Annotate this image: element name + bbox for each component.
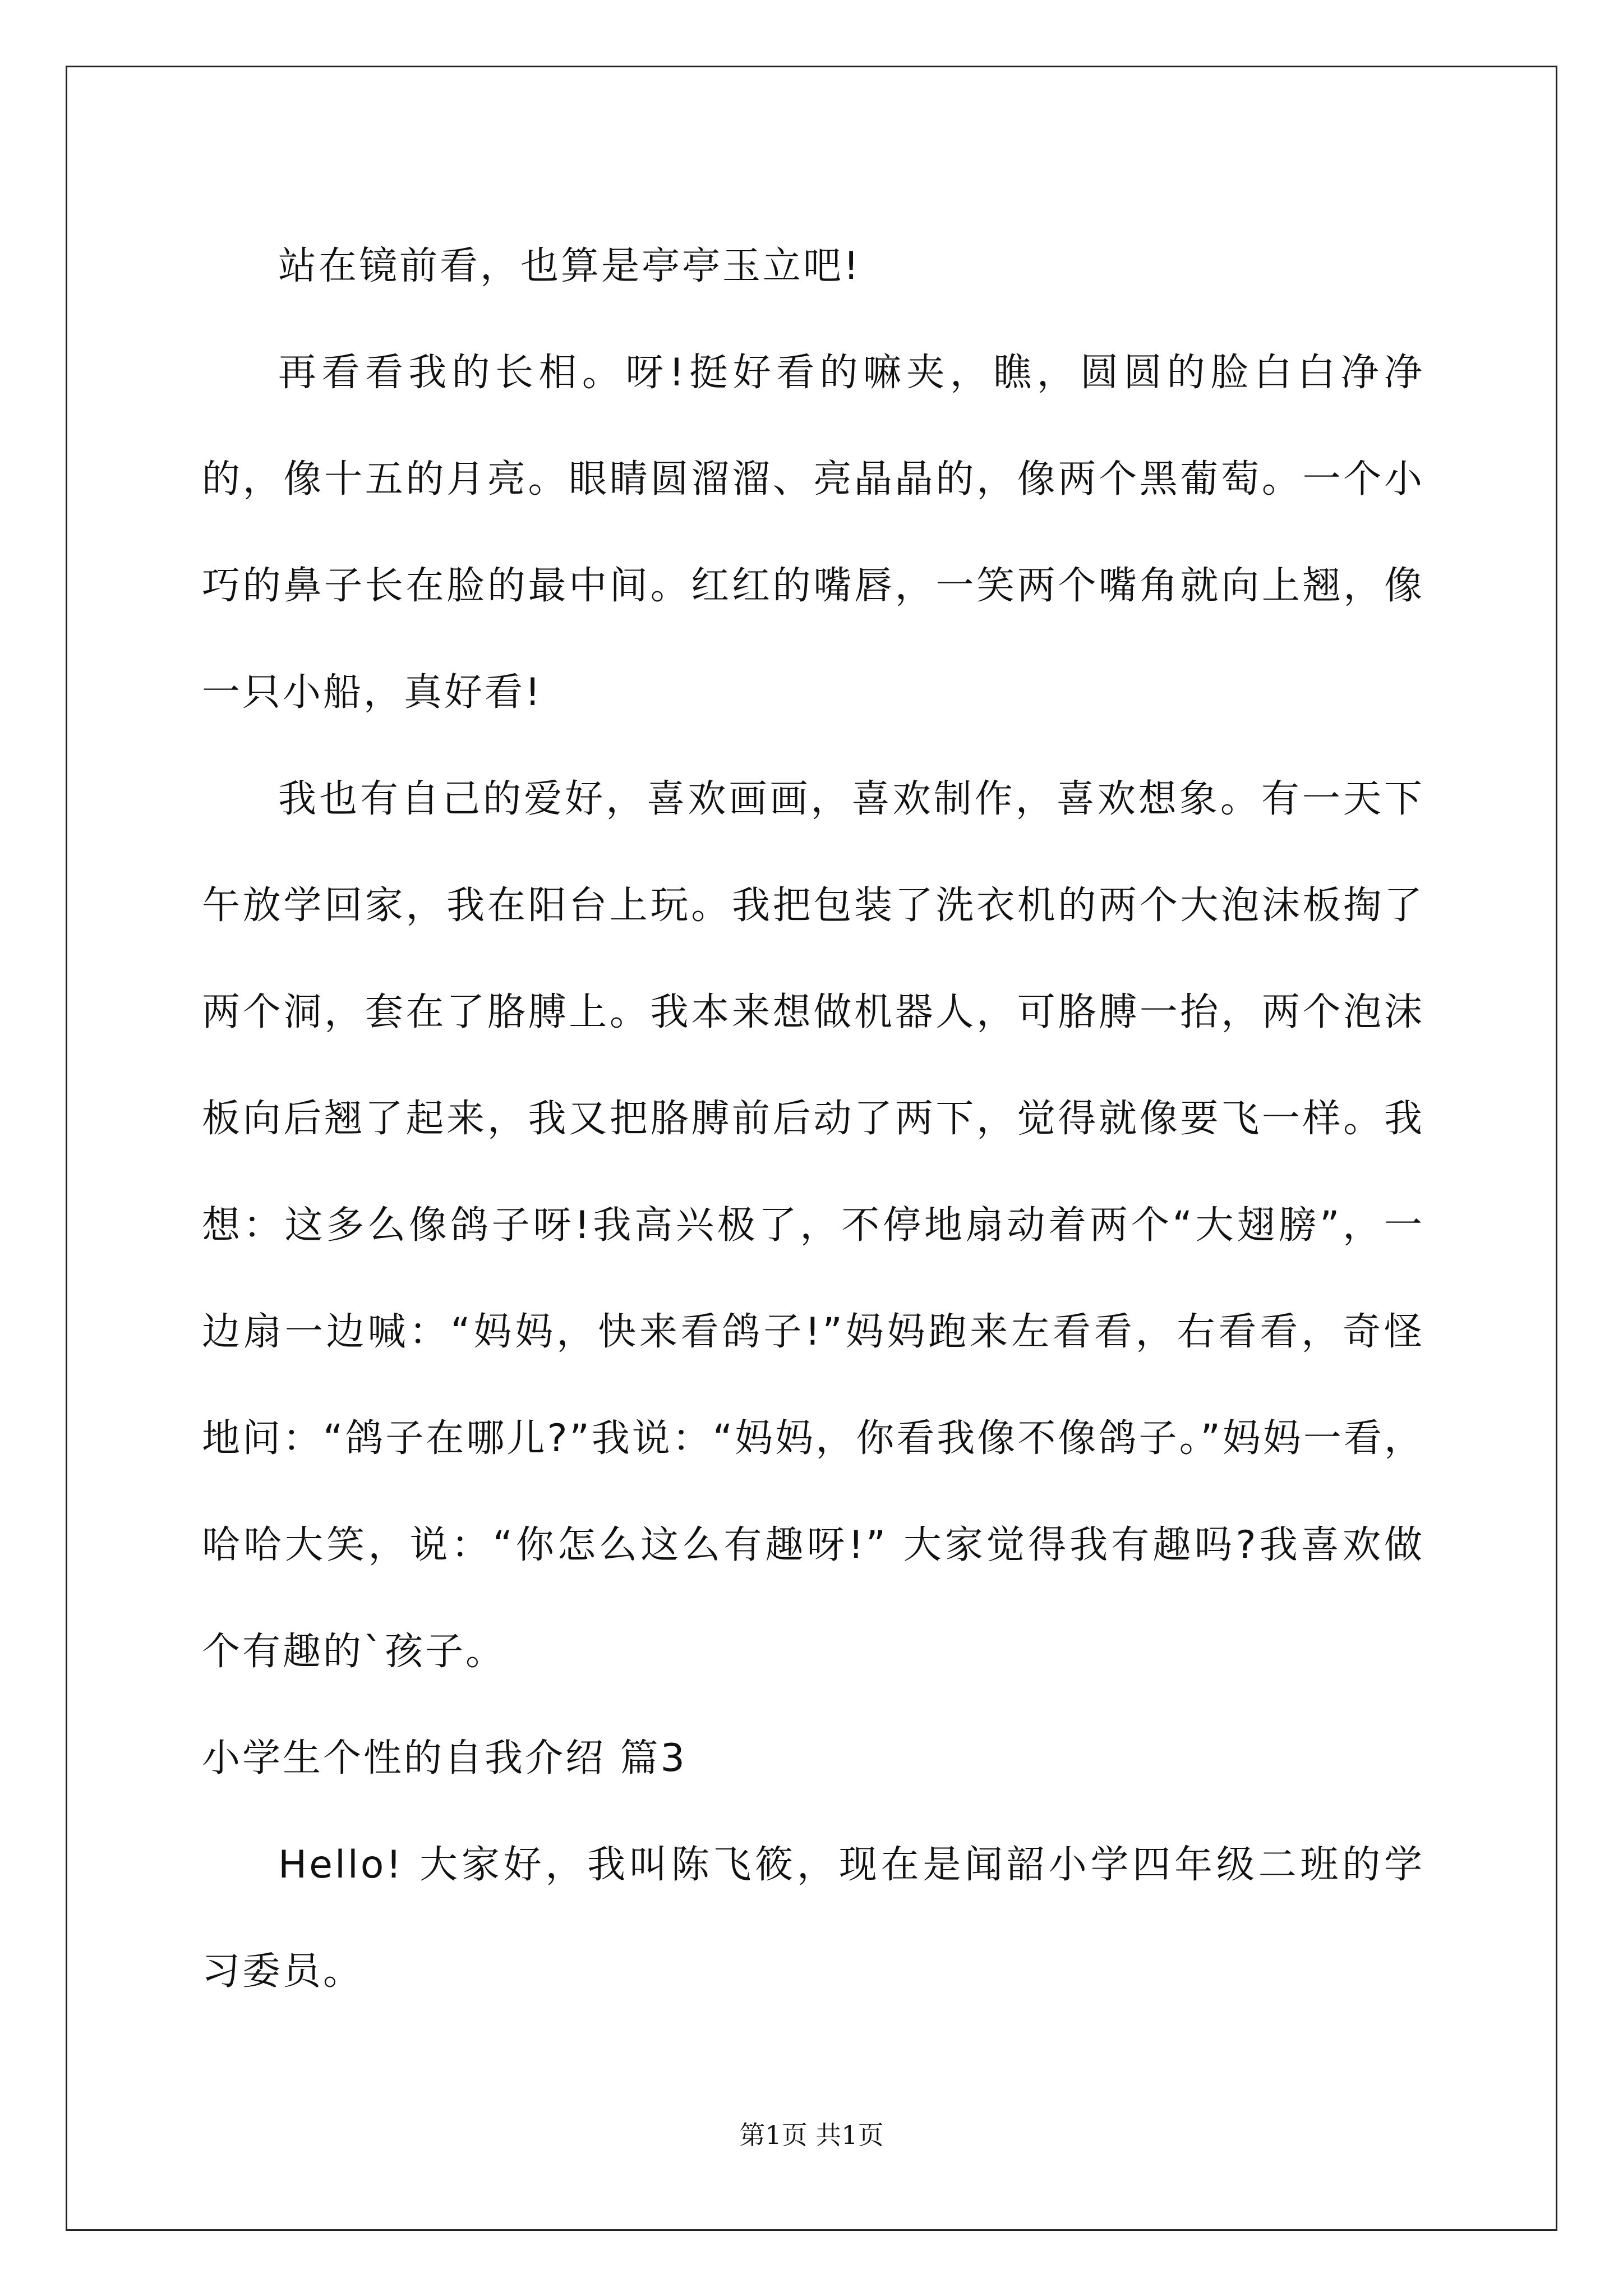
document-body [202,213,1424,2025]
paragraph-1: 站在镜前看，也算是亭亭玉立吧! [278,244,861,288]
section-heading: 小学生个性的自我介绍 篇3 [202,1736,687,1780]
paragraph-2: 再看看我的长相。呀!挺好看的嘛夹，瞧，圆圆的脸白白净净的，像十五的月亮。眼睛圆溜溜、亮晶晶的，像两个黑葡萄。一个小巧的鼻子长在脸的最中间。红红的嘴唇，一笑两个嘴角就向上翘，像一只小船，真好看! [202,351,1424,715]
paragraph-4: Hello! 大家好，我叫陈飞筱，现在是闻韶小学四年级二班的学习委员。 [202,1843,1424,1994]
paragraph-3: 我也有自己的爱好，喜欢画画，喜欢制作，喜欢想象。有一天下午放学回家，我在阳台上玩。我把包装了洗衣机的两个大泡沫板掏了两个洞，套在了胳膊上。我本来想做机器人，可胳膊一抬，两个泡沫板向后翘了起来，我又把胳膊前后动了两下，觉得就像要飞一样。我想：这多么像鸽子呀!我高兴极了，不停地扇动着两个“大翅膀”，一边扇一边喊：“妈妈，快来看鸽子!”妈妈跑来左看看，右看看，奇怪地问：“鸽子在哪儿?”我说：“妈妈，你看我像不像鸽子。”妈妈一看，哈哈大笑，说：“你怎么这么有趣呀!” 大家觉得我有趣吗?我喜欢做个有趣的`孩子。 [202,777,1424,1674]
page-number-footer: 第1页 共1页 [739,2120,884,2150]
